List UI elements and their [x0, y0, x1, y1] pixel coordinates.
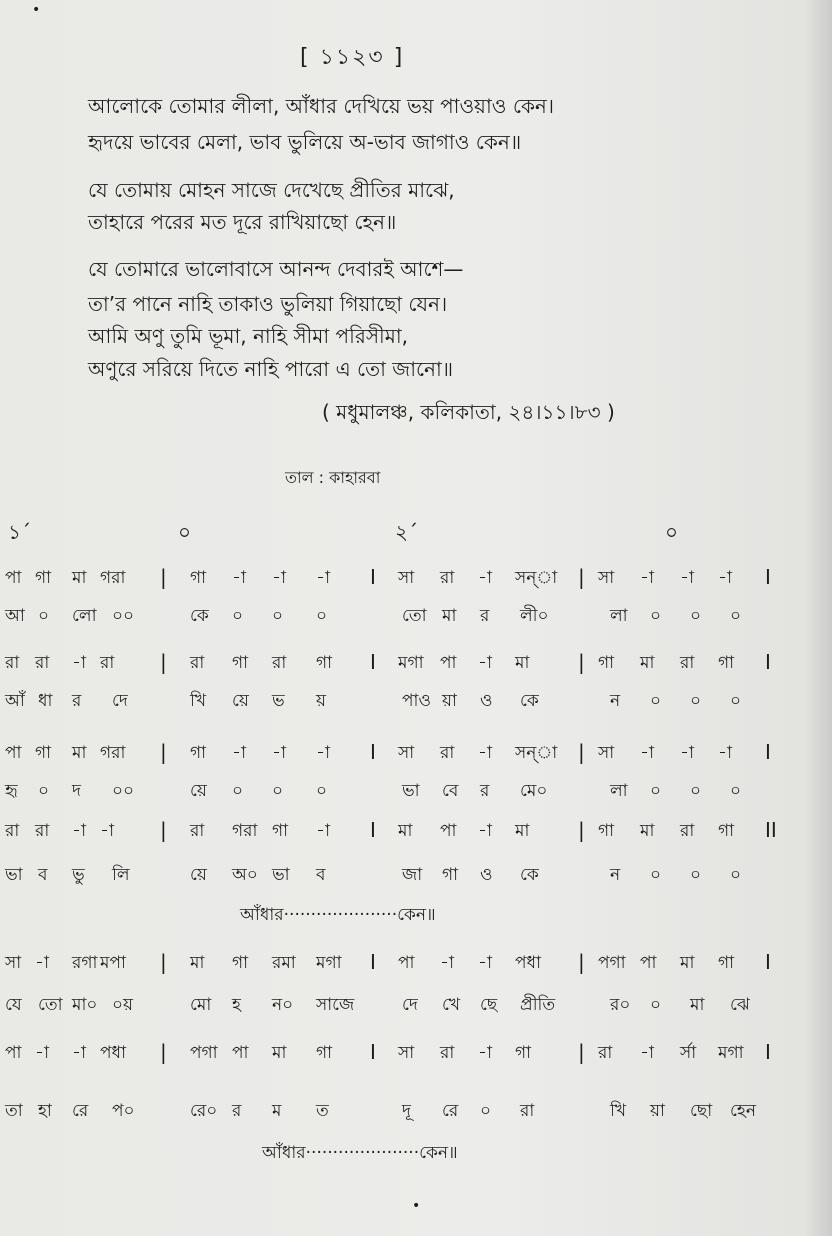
note-cell: র্সা: [680, 1043, 697, 1063]
lyric-line-4: তাহারে পরের মত দূরে রাখিয়াছো হেন॥: [88, 210, 397, 234]
syllable-cell: দে: [402, 995, 418, 1015]
note-cell: গা: [190, 568, 207, 588]
syllable-cell: হৃ: [5, 781, 18, 801]
note-cell: -া: [316, 568, 330, 588]
syllable-cell: কে: [190, 606, 209, 626]
note-cell: পা: [5, 743, 22, 763]
syllable-cell: মে০: [520, 781, 548, 801]
bar-divider: |: [160, 1040, 167, 1064]
note-cell: -া: [478, 821, 492, 841]
section-mark: I: [370, 1040, 376, 1064]
note-cell: মগা: [316, 953, 342, 973]
syllable-cell: রে: [72, 1101, 89, 1121]
note-cell: রা: [5, 653, 20, 673]
syllable-cell: মা০: [72, 995, 98, 1015]
note-cell: রা: [35, 653, 50, 673]
syllable-cell: ০: [690, 781, 702, 801]
note-cell: রগা: [72, 953, 98, 973]
syllable-cell: ভা: [402, 781, 420, 801]
note-cell: পা: [440, 821, 457, 841]
note-cell: -া: [72, 653, 86, 673]
note-cell: সা: [598, 568, 615, 588]
lyric-line-5: যে তোমারে ভালোবাসে আনন্দ দেবারই আশে—: [88, 257, 464, 281]
note-cell: -া: [72, 1043, 86, 1063]
syllable-cell: ব: [316, 865, 326, 885]
bar-divider: |: [160, 650, 167, 674]
note-cell: গা: [718, 653, 735, 673]
syllable-cell: ০: [730, 781, 742, 801]
note-cell: গা: [316, 653, 333, 673]
note-cell: মা: [72, 568, 87, 588]
note-cell: গা: [718, 821, 735, 841]
note-cell: রা: [680, 653, 695, 673]
bar-divider: |: [160, 740, 167, 764]
syllable-cell: প০: [112, 1101, 135, 1121]
note-cell: -া: [232, 743, 246, 763]
note-cell: -া: [316, 743, 330, 763]
note-cell: গা: [598, 821, 615, 841]
note-cell: গা: [190, 743, 207, 763]
note-cell: -া: [640, 743, 654, 763]
note-cell: গা: [232, 953, 249, 973]
note-cell: পা: [440, 653, 457, 673]
note-cell: গা: [272, 821, 289, 841]
note-cell: গা: [35, 743, 52, 763]
syllable-cell: দে: [112, 691, 128, 711]
note-cell: সা: [598, 743, 615, 763]
syllable-cell: ০: [650, 865, 662, 885]
note-cell: সা: [5, 953, 22, 973]
note-cell: -া: [718, 568, 732, 588]
section-mark: I: [765, 565, 771, 589]
page-mark: •: [412, 1198, 421, 1214]
syllable-cell: ০: [730, 865, 742, 885]
note-cell: গা: [35, 568, 52, 588]
syllable-cell: ছে: [480, 995, 498, 1015]
syllable-cell: পাও: [402, 691, 431, 711]
syllable-cell: য়: [316, 691, 327, 711]
syllable-cell: ০: [690, 606, 702, 626]
syllable-cell: আ: [5, 606, 25, 626]
note-cell: রা: [190, 653, 205, 673]
syllable-cell: মা: [442, 606, 457, 626]
note-cell: -া: [316, 821, 330, 841]
syllable-cell: ০: [232, 606, 244, 626]
syllable-cell: র: [232, 1101, 242, 1121]
note-cell: রা: [5, 821, 20, 841]
note-cell: মা: [398, 821, 413, 841]
syllable-cell: ধা: [38, 691, 53, 711]
note-cell: সন্া: [515, 568, 558, 588]
section-mark: I: [765, 650, 771, 674]
syllable-cell: ০: [650, 691, 662, 711]
note-cell: -া: [718, 743, 732, 763]
syllable-cell: য়া: [442, 691, 457, 711]
syllable-cell: য়ে: [232, 691, 249, 711]
section-mark: II: [765, 818, 777, 842]
syllable-cell: ০: [272, 606, 284, 626]
note-cell: -া: [35, 953, 49, 973]
refrain-line-2: আঁধার·····················কেন॥: [262, 1143, 458, 1163]
note-cell: গরা: [232, 821, 258, 841]
refrain-line-1: আঁধার·····················কেন॥: [240, 905, 436, 925]
syllable-cell: হ: [232, 995, 241, 1015]
bar-divider: |: [160, 950, 167, 974]
syllable-cell: তো: [402, 606, 427, 626]
note-cell: মগা: [718, 1043, 744, 1063]
syllable-cell: তা: [5, 1101, 23, 1121]
syllable-cell: কে: [520, 865, 539, 885]
syllable-cell: মো: [190, 995, 212, 1015]
section-mark: I: [765, 1040, 771, 1064]
syllable-cell: প্রীতি: [520, 995, 556, 1015]
note-cell: সা: [398, 568, 415, 588]
syllable-cell: ০: [272, 781, 284, 801]
note-cell: মা: [515, 821, 530, 841]
note-cell: -া: [478, 1043, 492, 1063]
section-mark: I: [370, 950, 376, 974]
page-speck: •: [32, 2, 41, 18]
note-cell: গরা: [100, 743, 126, 763]
syllable-cell: ভ: [272, 691, 285, 711]
syllable-cell: ছো: [690, 1101, 713, 1121]
note-cell: মা: [190, 953, 205, 973]
syllable-cell: তো: [38, 995, 63, 1015]
note-cell: পা: [640, 953, 657, 973]
tala-marker-3: ২´: [395, 520, 419, 544]
syllable-cell: ম: [272, 1101, 282, 1121]
note-cell: পগা: [598, 953, 626, 973]
note-cell: গরা: [100, 568, 126, 588]
note-cell: পা: [5, 1043, 22, 1063]
syllable-cell: লো: [72, 606, 97, 626]
note-cell: পা: [398, 953, 415, 973]
note-cell: -া: [478, 568, 492, 588]
note-cell: -া: [272, 568, 286, 588]
note-cell: -া: [478, 653, 492, 673]
syllable-cell: সাজে: [316, 995, 355, 1015]
note-cell: গা: [316, 1043, 333, 1063]
syllable-cell: ০: [38, 781, 50, 801]
note-cell: মা: [640, 653, 655, 673]
syllable-cell: ০য়: [112, 995, 134, 1015]
syllable-cell: খি: [610, 1101, 627, 1121]
syllable-cell: ০: [316, 781, 328, 801]
bar-divider: |: [160, 818, 167, 842]
note-cell: মা: [680, 953, 695, 973]
syllable-cell: যে: [5, 995, 22, 1015]
syllable-cell: ন: [610, 691, 621, 711]
syllable-cell: র: [480, 606, 490, 626]
syllable-cell: লা: [610, 606, 628, 626]
tala-marker-2: ০: [178, 520, 192, 544]
syllable-cell: ০: [316, 606, 328, 626]
syllable-cell: ন: [610, 865, 621, 885]
syllable-cell: বে: [442, 781, 459, 801]
note-cell: -া: [640, 1043, 654, 1063]
syllable-cell: রে: [442, 1101, 459, 1121]
syllable-cell: অ০: [232, 865, 258, 885]
syllable-cell: ০০: [112, 606, 135, 626]
note-cell: মপা: [100, 953, 126, 973]
syllable-cell: ০: [480, 1101, 492, 1121]
note-cell: -া: [640, 568, 654, 588]
syllable-cell: লা: [610, 781, 628, 801]
note-cell: গা: [598, 653, 615, 673]
section-mark: I: [370, 740, 376, 764]
syllable-cell: ০: [650, 606, 662, 626]
note-cell: -া: [680, 568, 694, 588]
syllable-cell: ০: [690, 691, 702, 711]
note-cell: -া: [272, 743, 286, 763]
page-number: [ ১১২৩ ]: [300, 45, 405, 70]
note-cell: -া: [100, 821, 114, 841]
bar-divider: |: [578, 565, 585, 589]
note-cell: রা: [100, 653, 115, 673]
syllable-cell: য়া: [650, 1101, 665, 1121]
syllable-cell: র: [480, 781, 490, 801]
bar-divider: |: [578, 818, 585, 842]
note-cell: রা: [35, 821, 50, 841]
syllable-cell: ন০: [272, 995, 294, 1015]
tala-marker-4: ০: [665, 520, 679, 544]
syllable-cell: দ: [72, 781, 81, 801]
syllable-cell: ০: [730, 691, 742, 711]
section-mark: I: [370, 650, 376, 674]
syllable-cell: ০: [232, 781, 244, 801]
note-cell: -া: [680, 743, 694, 763]
bar-divider: |: [578, 1040, 585, 1064]
syllable-cell: লী০: [520, 606, 549, 626]
bar-divider: |: [578, 740, 585, 764]
source-footnote: ( মধুমালঞ্চ, কলিকাতা, ২৪।১১।৮৩ ): [322, 400, 615, 424]
note-cell: রা: [272, 653, 287, 673]
note-cell: রমা: [272, 953, 296, 973]
note-cell: -া: [35, 1043, 49, 1063]
syllable-cell: ঝে: [730, 995, 750, 1015]
syllable-cell: ও: [480, 691, 493, 711]
syllable-cell: র: [72, 691, 82, 711]
note-cell: সন্া: [515, 743, 558, 763]
syllable-cell: দূ: [402, 1101, 411, 1121]
syllable-cell: রা: [520, 1101, 535, 1121]
syllable-cell: জা: [402, 865, 423, 885]
syllable-cell: ভা: [5, 865, 23, 885]
syllable-cell: ০: [650, 781, 662, 801]
syllable-cell: গা: [442, 865, 459, 885]
note-cell: -া: [478, 953, 492, 973]
note-cell: পা: [5, 568, 22, 588]
syllable-cell: ০: [650, 995, 662, 1015]
syllable-cell: ভু: [72, 865, 85, 885]
syllable-cell: ভা: [272, 865, 290, 885]
note-cell: মা: [272, 1043, 287, 1063]
syllable-cell: হেন: [730, 1101, 756, 1121]
section-mark: I: [765, 740, 771, 764]
syllable-cell: রে০: [190, 1101, 218, 1121]
tala-marker-1: ১´: [8, 520, 31, 544]
syllable-cell: খি: [190, 691, 207, 711]
syllable-cell: কে: [520, 691, 539, 711]
page-edge-shadow: [804, 0, 832, 1236]
syllable-cell: ০০: [112, 781, 135, 801]
note-cell: মা: [515, 653, 530, 673]
note-cell: গা: [515, 1043, 532, 1063]
syllable-cell: মা: [690, 995, 705, 1015]
lyric-line-2: হৃদয়ে ভাবের মেলা, ভাব ভুলিয়ে অ-ভাব জাগাও কেন॥: [88, 130, 522, 154]
syllable-cell: খে: [442, 995, 461, 1015]
section-mark: I: [370, 818, 376, 842]
note-cell: পগা: [190, 1043, 218, 1063]
note-cell: রা: [680, 821, 695, 841]
bar-divider: |: [160, 565, 167, 589]
syllable-cell: ০: [730, 606, 742, 626]
syllable-cell: য়ে: [190, 781, 207, 801]
syllable-cell: লি: [112, 865, 130, 885]
lyric-line-6: তা’র পানে নাহি তাকাও ভুলিয়া গিয়াছো যেন।: [88, 292, 448, 316]
note-cell: মগা: [398, 653, 424, 673]
lyric-line-1: আলোকে তোমার লীলা, আঁধার দেখিয়ে ভয় পাওয়াও কেন।: [88, 94, 555, 118]
bar-divider: |: [578, 950, 585, 974]
tala-title: তাল : কাহারবা: [285, 468, 381, 487]
note-cell: মা: [640, 821, 655, 841]
lyric-line-8: অণুরে সরিয়ে দিতে নাহি পারো এ তো জানো॥: [88, 357, 454, 381]
note-cell: -া: [478, 743, 492, 763]
syllable-cell: ও: [480, 865, 493, 885]
note-cell: সা: [398, 1043, 415, 1063]
syllable-cell: ত: [316, 1101, 329, 1121]
note-cell: -া: [72, 821, 86, 841]
note-cell: পধা: [100, 1043, 126, 1063]
syllable-cell: ০: [690, 865, 702, 885]
note-cell: রা: [440, 1043, 455, 1063]
syllable-cell: ০: [38, 606, 50, 626]
note-cell: মা: [72, 743, 87, 763]
note-cell: সা: [398, 743, 415, 763]
note-cell: পধা: [515, 953, 541, 973]
note-cell: পা: [232, 1043, 249, 1063]
note-cell: রা: [598, 1043, 613, 1063]
note-cell: রা: [440, 568, 455, 588]
note-cell: গা: [232, 653, 249, 673]
syllable-cell: ব: [38, 865, 48, 885]
syllable-cell: য়ে: [190, 865, 207, 885]
syllable-cell: র০: [610, 995, 631, 1015]
note-cell: -া: [232, 568, 246, 588]
note-cell: রা: [190, 821, 205, 841]
section-mark: I: [370, 565, 376, 589]
lyric-line-7: আমি অণু তুমি ভূমা, নাহি সীমা পরিসীমা,: [88, 324, 409, 348]
note-cell: গা: [718, 953, 735, 973]
syllable-cell: হা: [38, 1101, 52, 1121]
lyric-line-3: যে তোমায় মোহন সাজে দেখেছে প্রীতির মাঝে,: [88, 178, 455, 202]
syllable-cell: আঁ: [5, 691, 25, 711]
note-cell: -া: [440, 953, 454, 973]
note-cell: রা: [440, 743, 455, 763]
bar-divider: |: [578, 650, 585, 674]
section-mark: I: [765, 950, 771, 974]
